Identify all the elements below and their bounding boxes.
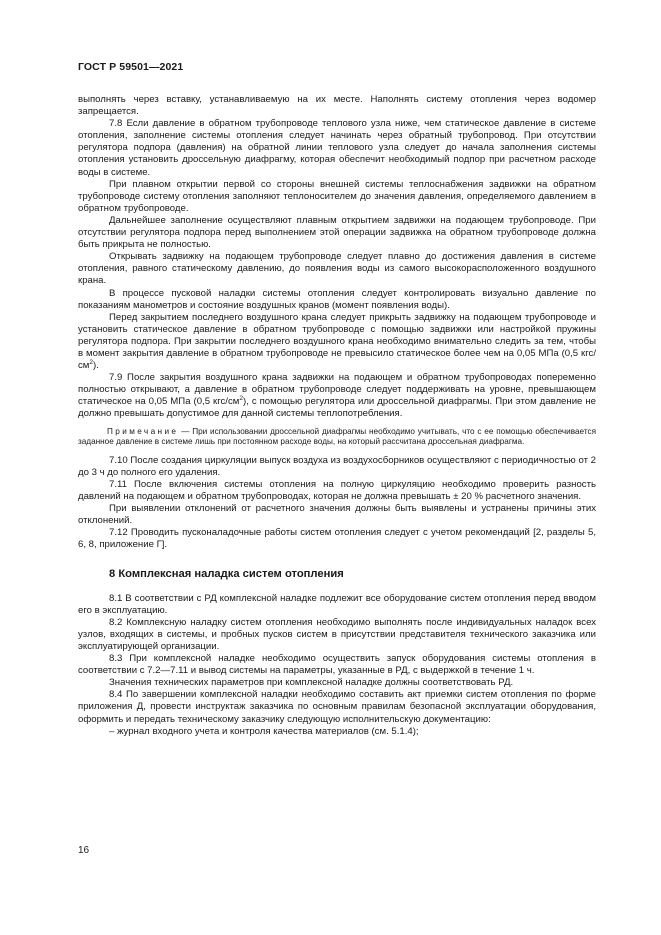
- paragraph: При выявлении отклонений от расчетного значения должны быть выявлены и устранены причины этих отклонений.: [78, 503, 596, 527]
- paragraph: В процессе пусковой наладки системы отопления следует контролировать визуально давление по показаниям манометров и состояние воздушных кранов (момент появления воды).: [78, 287, 596, 311]
- note: [78, 427, 596, 448]
- paragraph-8-3: 8.3 При комплексной наладке необходимо осуществить запуск оборудования системы отопления в соответствии с 7.2—7.11 и вывод системы на параметры, указанные в РД, с выдержкой в течение 1 ч.: [78, 653, 596, 677]
- paragraph: выполнять через вставку, устанавливаемую на их месте. Наполнять систему отопления через водомер запрещается.: [78, 94, 596, 118]
- paragraph-text: 7.9 После закрытия воздушного крана задвижки на подающем и обратном трубопроводах попеременно полностью открывают, а давление в обратном трубопроводе следует поддерживать на уровне, превышающем статическое на 0,05 МПа (0,5 кгс/см: [78, 372, 596, 408]
- superscript: 2: [239, 395, 243, 403]
- paragraph-8-2: 8.2 Комплексную наладку систем отопления необходимо выполнять после индивидуальных наладок всех узлов, входящих в системы, и пробных пусков систем в присутствии представителя технического заказчика или эксплуатирующей организации.: [78, 616, 596, 652]
- paragraph-8-1: 8.1 В соответствии с РД комплексной наладке подлежит все оборудование систем отопления перед вводом его в эксплуатацию.: [78, 592, 596, 616]
- list-item: – журнал входного учета и контроля качества материалов (см. 5.1.4);: [109, 725, 419, 737]
- paragraph-7-8: 7.8 Если давление в обратном трубопроводе теплового узла ниже, чем статическое давление в системе отопления, заполнение системы отопления следует начинать через обратный трубопровод. При отсутствии регулятора подпора (давления) на обратной линии теплового узла следует до начала заполнения системы отопления установить дроссельную диафрагму, которая обеспечит необходимый подпор при расчетном расходе воды в системе.: [78, 118, 596, 178]
- note-text: — При использовании дроссельной диафрагмы необходимо учитывать, что с ее помощью обеспечивается заданное давление в системе лишь при постоянном расходе воды, на который рассчитана дроссельная диафрагма.: [78, 426, 596, 447]
- paragraph-text: Перед закрытием последнего воздушного крана следует прикрыть задвижку на подающем трубопроводе и установить статическое давление в обратном трубопроводе с помощью задвижки или настройкой пружины регулятора подпора. При закрытии последнего воздушного крана необходимо внимательно следить за тем, чтобы в момент закрытия давление в обратном трубопроводе не превысило статическое более чем на 0,05 МПа (0,5 кгс/см: [78, 311, 596, 372]
- document-header: ГОСТ Р 59501—2021: [78, 61, 184, 73]
- paragraph-text-end: ), с помощью регулятора или дроссельной диафрагмы. При этом давление не должно превышать допустимое для данной системы теплопотребления.: [78, 396, 596, 420]
- paragraph-7-9: [78, 372, 596, 420]
- section-title: 8 Комплексная наладка систем отопления: [109, 568, 344, 581]
- paragraph-text-end: ).: [93, 360, 99, 372]
- page-number: 16: [78, 845, 90, 856]
- superscript: 2: [89, 358, 94, 366]
- paragraph: Дальнейшее заполнение осуществляют плавным открытием задвижки на подающем трубопроводе. При отсутствии регулятора подпора перед выполнением этой операции задвижка на обратном трубопроводе должна быть прикрыта не полностью.: [78, 214, 596, 251]
- paragraph: Открывать задвижку на подающем трубопроводе следует плавно до достижения давления в системе отопления, равного статическому давлению, до появления воды из самого высокорасположенного воздушного крана.: [78, 251, 596, 287]
- paragraph-7-11: 7.11 После включения системы отопления на полную циркуляцию необходимо проверить разность давлений на подающем и обратном трубопроводах, которая не должна превышать ± 20 % расчетного значения.: [78, 478, 596, 502]
- paragraph-8-4: 8.4 По завершении комплексной наладки необходимо составить акт приемки систем отопления по форме приложения Д, провести инструктаж заказчика по основным правилам безопасной эксплуатации оборудования, оформить и передать техническому заказчику следующую исполнительскую документацию:: [78, 689, 596, 725]
- paragraph-7-12: 7.12 Проводить пусконаладочные работы систем отопления следует с учетом рекомендаций [2, разделы 5, 6, 8, приложение Г].: [78, 527, 596, 551]
- paragraph-closing-crane: [78, 312, 596, 372]
- paragraph: Значения технических параметров при комплексной наладке должны соответствовать РД.: [109, 677, 514, 689]
- document-body: [78, 94, 596, 738]
- note-label: Примечание: [107, 426, 179, 436]
- paragraph-7-10: 7.10 После создания циркуляции выпуск воздуха из воздухосборников осуществляют с периодичностью от 2 до 3 ч до полного его удаления.: [78, 454, 596, 478]
- paragraph: При плавном открытии первой со стороны внешней системы теплоснабжения задвижки на обратном трубопроводе систему отопления заполняют теплоносителем до значения давления, определяемого давлением в обратном трубопроводе.: [78, 178, 596, 214]
